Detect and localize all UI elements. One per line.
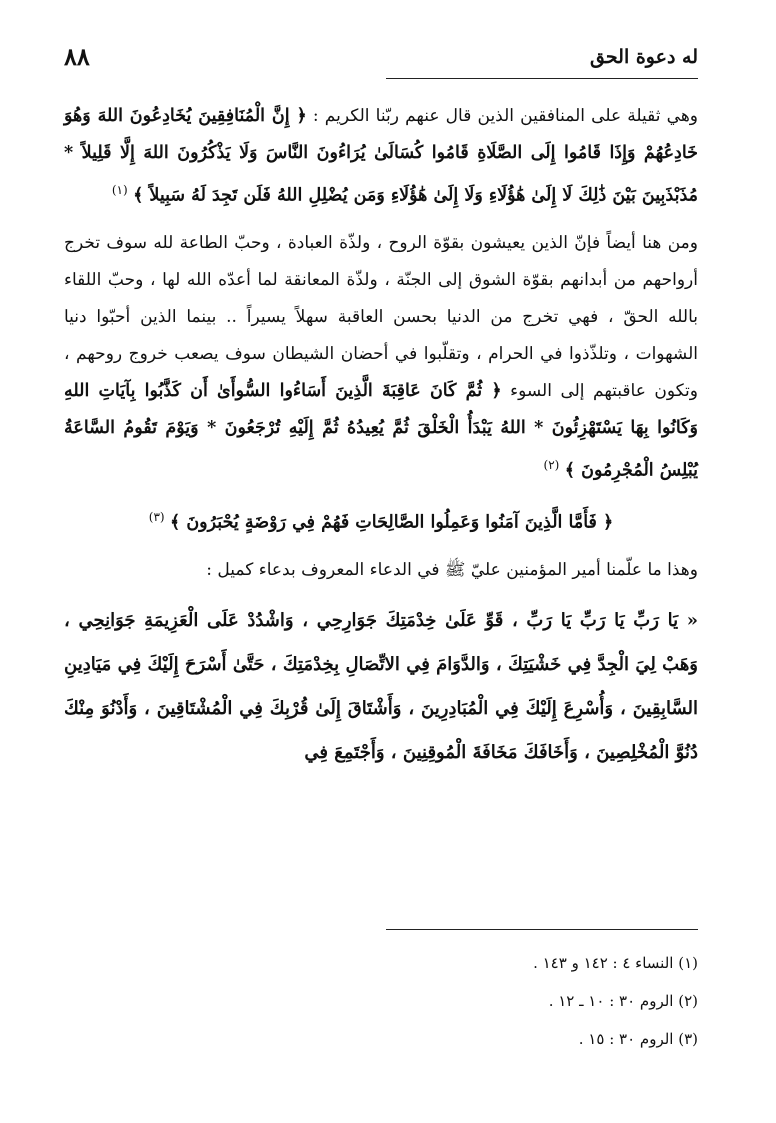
quran-verse: ﴿ إِنَّ الْمُنَافِقِينَ يُخَادِعُونَ اللهَ وَهُوَ خَادِعُهُمْ وَإِذَا قَامُوا إِلَى الصَّلَاةِ قَامُوا كُسَالَىٰ يُرَاءُونَ النَّاسَ وَلَا يَذْكُرُونَ اللهَ إِلَّا قَلِيلاً * مُذَبْذَبِينَ بَيْنَ ذَٰلِكَ لَا إِلَىٰ هَٰؤُلَاءِ وَلَا إِلَىٰ هَٰؤُلَاءِ وَمَن يُضْلِلِ اللهُ فَلَن تَجِدَ لَهُ سَبِيلاً ﴾: [64, 106, 698, 206]
paragraph-2: [64, 225, 698, 490]
paragraph-text: وهي ثقيلة على المنافقين الذين قال عنهم ربّنا الكريم :: [312, 106, 699, 126]
supplication-text: « يَا رَبِّ يَا رَبِّ يَا رَبِّ ، قَوِّ عَلَىٰ خِدْمَتِكَ جَوَارِحِي ، وَاشْدُدْ عَلَى الْعَزِيمَةِ جَوَانِحِي ، وَهَبْ لِيَ الْجِدَّ فِي خَشْيَتِكَ ، وَالدَّوَامَ فِي الاتِّصَالِ بِخِدْمَتِكَ ، حَتَّىٰ أَسْرَحَ إِلَيْكَ فِي مَيَادِينِ السَّابِقِينَ ، وَأُسْرِعَ إِلَيْكَ فِي الْمُبَادِرِينَ ، وَأَشْتَاقَ إِلَىٰ قُرْبِكَ فِي الْمُشْتَاقِينَ ، وَأَدْنُوَ مِنْكَ دُنُوَّ الْمُخْلِصِينَ ، وَأَخَافَكَ مَخَافَةَ الْمُوقِنِينَ ، وَأَجْتَمِعَ فِي: [64, 609, 698, 763]
footnote-rule: [386, 929, 698, 930]
footnotes: [398, 950, 698, 1064]
running-title: له دعوة الحق: [590, 46, 698, 68]
footnote-ref: (٢): [543, 457, 560, 472]
footnote-ref: (٣): [148, 510, 165, 525]
main-text: [64, 98, 698, 775]
footnote-3: (٣) الروم ٣٠ : ١٥ .: [578, 1030, 698, 1048]
footnote-ref: (١): [111, 183, 128, 197]
quran-verse: ﴿ فَأَمَّا الَّذِينَ آمَنُوا وَعَمِلُوا الصَّالِحَاتِ فَهُمْ فِي رَوْضَةٍ يُحْبَرُونَ ﴾: [169, 512, 614, 533]
paragraph-text: ومن هنا أيضاً فإنّ الذين يعيشون بقوّة الروح ، ولذّة العبادة ، وحبّ الطاعة لله سوف تخرج أرواحهم من أبدانهم بقوّة الشوق إلى الجنّة ، ولذّة المعانقة لما أعدّه الله لها ، وحبّ اللقاء بالله الحقّ ، فهي تخرج من الدنيا بحسن العاقبة سهلاً يسيراً .. بينما الذين أحبّوا دنيا الشهوات ، وتلذّذوا في الحرام ، وتقلّبوا في أحضان الشيطان سوف يصعب خروج روحهم ، وتكون عاقبتهم إلى السوء: [64, 232, 698, 401]
footnote-1: (١) النساء ٤ : ١٤٢ و ١٤٣ .: [533, 954, 698, 972]
running-header: [64, 38, 698, 78]
paragraph-4: [64, 552, 698, 589]
header-rule: [386, 78, 698, 79]
quran-verse: ﴿ ثُمَّ كَانَ عَاقِبَةَ الَّذِينَ أَسَاءُوا السُّوأَىٰ أَن كَذَّبُوا بِآيَاتِ اللهِ وَكَانُوا بِهَا يَسْتَهْزِئُونَ * اللهُ يَبْدَأُ الْخَلْقَ ثُمَّ يُعِيدُهُ ثُمَّ إِلَيْهِ تُرْجَعُونَ * وَيَوْمَ تَقُومُ السَّاعَةُ يُبْلِسُ الْمُجْرِمُونَ ﴾: [64, 380, 698, 481]
paragraph-text: وهذا ما علّمنا أمير المؤمنين عليّ ﷺ في الدعاء المعروف بدعاء كميل :: [206, 559, 698, 580]
paragraph-1: [64, 98, 698, 215]
page-number: ٨٨: [64, 42, 90, 71]
paragraph-3: [64, 499, 698, 542]
footnote-2: (٢) الروم ٣٠ : ١٠ ـ ١٢ .: [548, 992, 698, 1010]
